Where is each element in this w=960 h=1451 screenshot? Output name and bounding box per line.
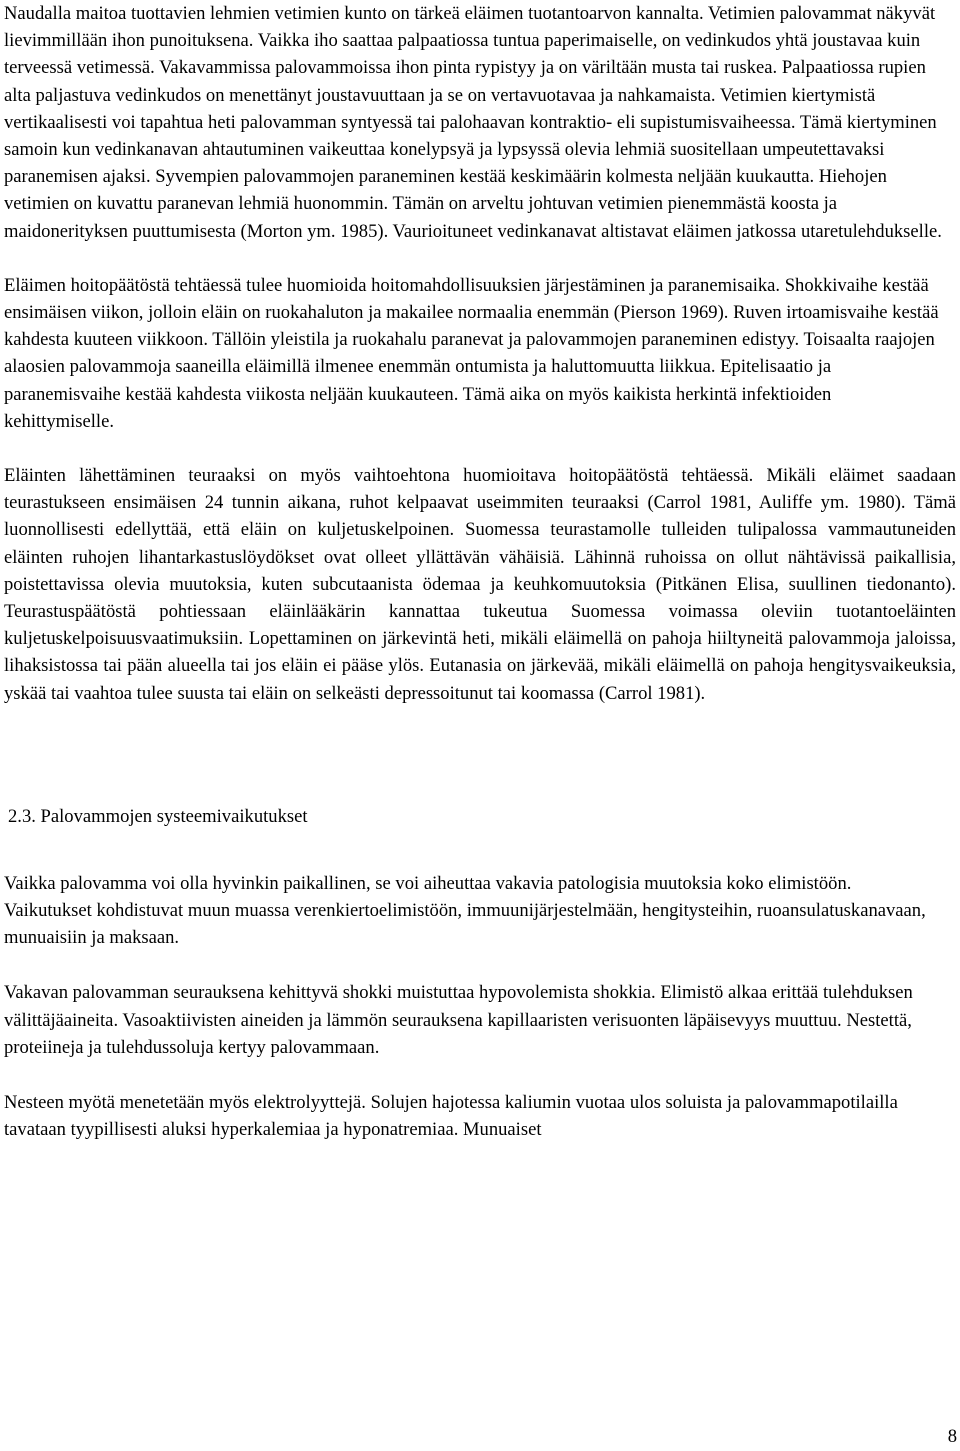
paragraph-electrolytes: Nesteen myötä menetetään myös elektrolyyttejä. Solujen hajotessa kaliumin vuotaa ulos soluista ja palovammapotilailla tavataan tyypillisesti aluksi hyperkalemiaa ja hyponatremiaa. Munuaiset bbox=[4, 1092, 898, 1141]
paragraph-systemic-effects: Vaikka palovamma voi olla hyvinkin paikallinen, se voi aiheuttaa vakavia patologisia muutoksia koko elimistöön. Vaikutukset kohdistuvat muun muassa verenkiertoelimistöön, immuunijärjestelmään, hengitysteihin, ruoansulatuskanavaan, munuaisiin ja maksaan. bbox=[4, 872, 926, 949]
section-spacer bbox=[4, 707, 956, 803]
paragraph-spacer bbox=[4, 951, 956, 979]
page-number: 8 bbox=[947, 1426, 957, 1447]
paragraph-treatment-decision: Eläimen hoitopäätöstä tehtäessä tulee huomioida hoitomahdollisuuksien järjestäminen ja paranemisaika. Shokkivaihe kestää ensimäisen viikon, jolloin eläin on ruokahaluton ja makailee normaalia enemmän (Pierson 1969). Ruven irtoamisvaihe kestää kahdesta kuuteen viikkoon. Tällöin yleistila ja ruokahalu paranevat ja palovammojen paraneminen edistyy. Toisaalta raajojen alaosien palovammoja saaneilla eläimillä ilmenee enemmän ontumista ja haluttomuutta liikkua. Epitelisaatio ja paranemisvaihe kestää kahdesta viikosta neljään kuukauteen. Tämä aika on myös kaikista herkintä infektioiden kehittymiselle. bbox=[4, 274, 939, 432]
paragraph-spacer bbox=[4, 435, 956, 462]
paragraph-spacer bbox=[4, 245, 956, 272]
paragraph-slaughter: Eläinten lähettäminen teuraaksi on myös vaihtoehtona huomioitava hoitopäätöstä tehtäessä. Mikäli eläimet saadaan teurastukseen ensimäisen 24 tunnin aikana, ruhot kelpaavat useimmiten teuraaksi (Carrol 1981, Auliffe ym. 1980). Tämä luonnollisesti edellyttää, että eläin on kuljetuskelpoinen. Suomessa teurastamolle tulleiden tulipalossa vammautuneiden eläinten ruhojen lihantarkastuslöydökset ovat olleet yllättävän vähäisiä. Lähinnä ruhoissa on ollut nähtävissä paikallisia, poistettavissa olevia muutoksia, kuten subcutaanista ödemaa ja keuhkomuutoksia (Pitkänen Elisa, suullinen tiedonanto). Teurastuspäätöstä pohtiessaan eläinlääkärin kannattaa tukeutua Suomessa voimassa oleviin tuotantoeläinten kuljetuskelpoisuusvaatimuksiin. Lopettaminen on järkevintä heti, mikäli eläimellä on pahoja hiiltyneitä palovammoja jaloissa, lihaksistossa tai pään alueella tai jos eläin ei pääse ylös. Eutanasia on järkevää, mikäli eläimellä on pahoja hengitysvaikeuksia, yskää tai vaahtoa tulee suusta tai eläin on selkeästi depressoitunut tai koomassa (Carrol 1981). bbox=[4, 465, 956, 704]
document-page bbox=[4, 0, 956, 1144]
paragraph-spacer bbox=[4, 1061, 956, 1089]
section-heading: 2.3. Palovammojen systeemivaikutukset bbox=[8, 805, 308, 827]
paragraph-shock: Vakavan palovamman seurauksena kehittyvä shokki muistuttaa hypovolemista shokkia. Elimistö alkaa erittää tulehduksen välittäjäaineita. Vasoaktiivisten aineiden ja lämmön seurauksena kapillaaristen verisuonten läpäisevyys muuttuu. Nestettä, proteiineja ja tulehdussoluja kertyy palovammaan. bbox=[4, 982, 913, 1058]
paragraph-teat-burns: Naudalla maitoa tuottavien lehmien vetimien kunto on tärkeä eläimen tuotantoarvon kannalta. Vetimien palovammat näkyvät lievimmillään ihon punoituksena. Vaikka iho saattaa palpaatiossa tuntua paperimaiselle, on vedinkudos yhtä joustavaa kuin terveessä vetimessä. Vakavammissa palovammoissa ihon pinta rypistyy ja on väriltään musta tai ruskea. Palpaatiossa rupien alta paljastuva vedinkudos on menettänyt joustavuuttaan ja se on vertavuotavaa ja nahkamaista. Vetimien kiertymistä vertikaalisesti voi tapahtua heti palovamman syntyessä tai palohaavan kontraktio- eli supistumisvaiheessa. Tämä kiertyminen samoin kun vedinkanavan ahtautuminen vaikeuttaa konelypsyä ja lypsyssä olevia lehmiä suositellaan umpeutettavaksi paranemisen ajaksi. Syvempien palovammojen paraneminen kestää keskimäärin kolmesta neljään kuukautta. Hiehojen vetimien on kuvattu paranevan lehmiä huonommin. Tämän on arveltu johtuvan vetimien pienemmästä koosta ja maidonerityksen puuttumisesta (Morton ym. 1985). Vaurioituneet vedinkanavat altistavat eläimen jatkossa utaretulehdukselle. bbox=[4, 3, 942, 242]
section-spacer bbox=[4, 830, 956, 870]
